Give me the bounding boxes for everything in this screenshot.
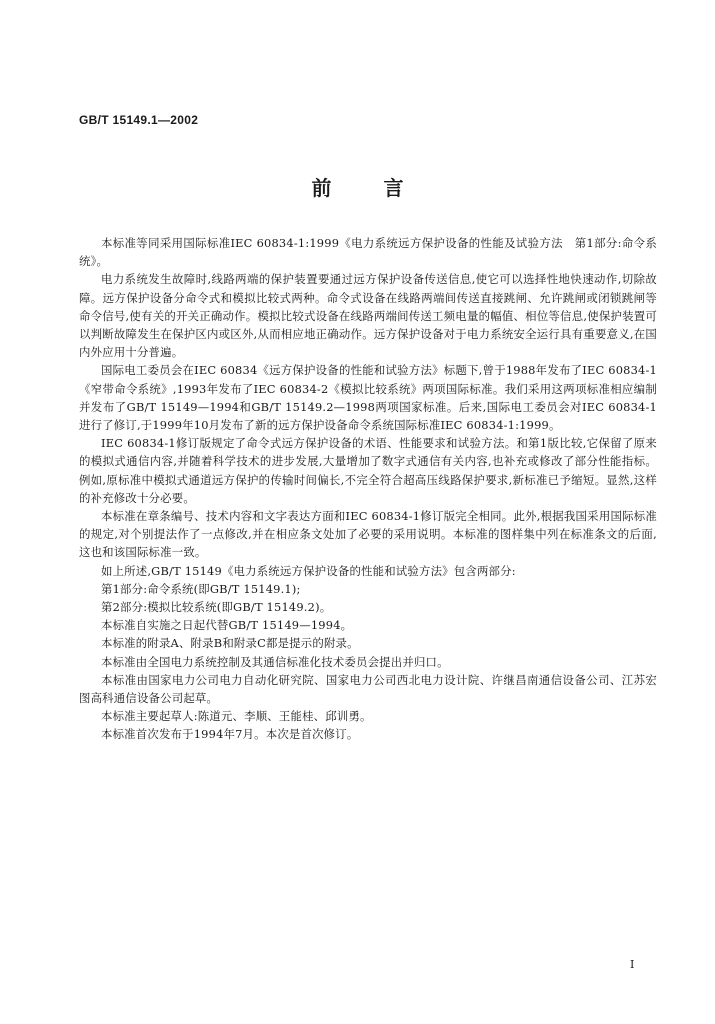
paragraph: 第2部分:模拟比较系统(即GB/T 15149.2)。 — [101, 600, 332, 615]
paragraph: 本标准由国家电力公司电力自动化研究院、国家电力公司西北电力设计院、许继昌南通信设备公司、江苏宏图高科通信设备公司起草。 — [79, 672, 657, 706]
paragraph: 国际电工委员会在IEC 60834《远方保护设备的性能和试验方法》标题下,曾于1988年发布了IEC 60834-1《窄带命令系统》,1993年发布了IEC 60834-2《模拟比较系统》两项国际标准。我们采用这两项标准相应编制并发布了GB/T 15149—1994和GB/T 15149.2—1998两项国家标准。后来,国际电工委员会对IEC 60834-1进行了修订,于1999年10月发布了新的远方保护设备命令系统国际标准IEC 60834-1:1999。 — [79, 363, 657, 433]
paragraph: 第1部分:命令系统(即GB/T 15149.1); — [101, 581, 301, 596]
paragraph: 如上所述,GB/T 15149《电力系统远方保护设备的性能和试验方法》包含两部分: — [101, 563, 516, 578]
paragraph: 本标准在章条编号、技术内容和文字表达方面和IEC 60834-1修订版完全相同。此外,根据我国采用国际标准的规定,对个别提法作了一点修改,并在相应条文处加了必要的采用说明。本标准的图样集中列在标准条文的后面,这也和该国际标准一致。 — [79, 509, 657, 560]
paragraph: 电力系统发生故障时,线路两端的保护装置要通过远方保护设备传送信息,使它可以选择性地快速动作,切除故障。远方保护设备分命令式和模拟比较式两种。命令式设备在线路两端间传送直接跳闸、允许跳闸或闭锁跳闸等命令信号,使有关的开关正确动作。模拟比较式设备在线路两端间传送工频电量的幅值、相位等信息,使保护装置可以判断故障发生在保护区内或区外,从而相应地正确动作。远方保护设备对于电力系统安全运行具有重要意义,在国内外应用十分普遍。 — [79, 272, 657, 360]
paragraph: 本标准主要起草人:陈道元、李顺、王能桂、邱训勇。 — [101, 709, 372, 724]
page-number: I — [630, 958, 635, 971]
page-title: 前言 — [311, 176, 456, 200]
foreword-body — [79, 234, 657, 744]
paragraph: 本标准自实施之日起代替GB/T 15149—1994。 — [101, 618, 353, 633]
paragraph: 本标准的附录A、附录B和附录C都是提示的附录。 — [101, 636, 359, 651]
standard-code: GB/T 15149.1—2002 — [79, 113, 199, 127]
paragraph: IEC 60834-1修订版规定了命令式远方保护设备的术语、性能要求和试验方法。和第1版比较,它保留了原来的模拟式通信内容,并随着科学技术的进步发展,大量增加了数字式通信有关内容,也补充或修改了部分性能指标。例如,原标准中模拟式通道远方保护的传输时间偏长,不完全符合超高压线路保护要求,新标准已予缩短。显然,这样的补充修改十分必要。 — [79, 436, 657, 505]
paragraph: 本标准由全国电力系统控制及其通信标准化技术委员会提出并归口。 — [101, 654, 449, 669]
paragraph: 本标准等同采用国际标准IEC 60834-1:1999《电力系统远方保护设备的性能及试验方法 第1部分:命令系统》。 — [79, 236, 657, 269]
paragraph: 本标准首次发布于1994年7月。本次是首次修订。 — [101, 727, 359, 742]
